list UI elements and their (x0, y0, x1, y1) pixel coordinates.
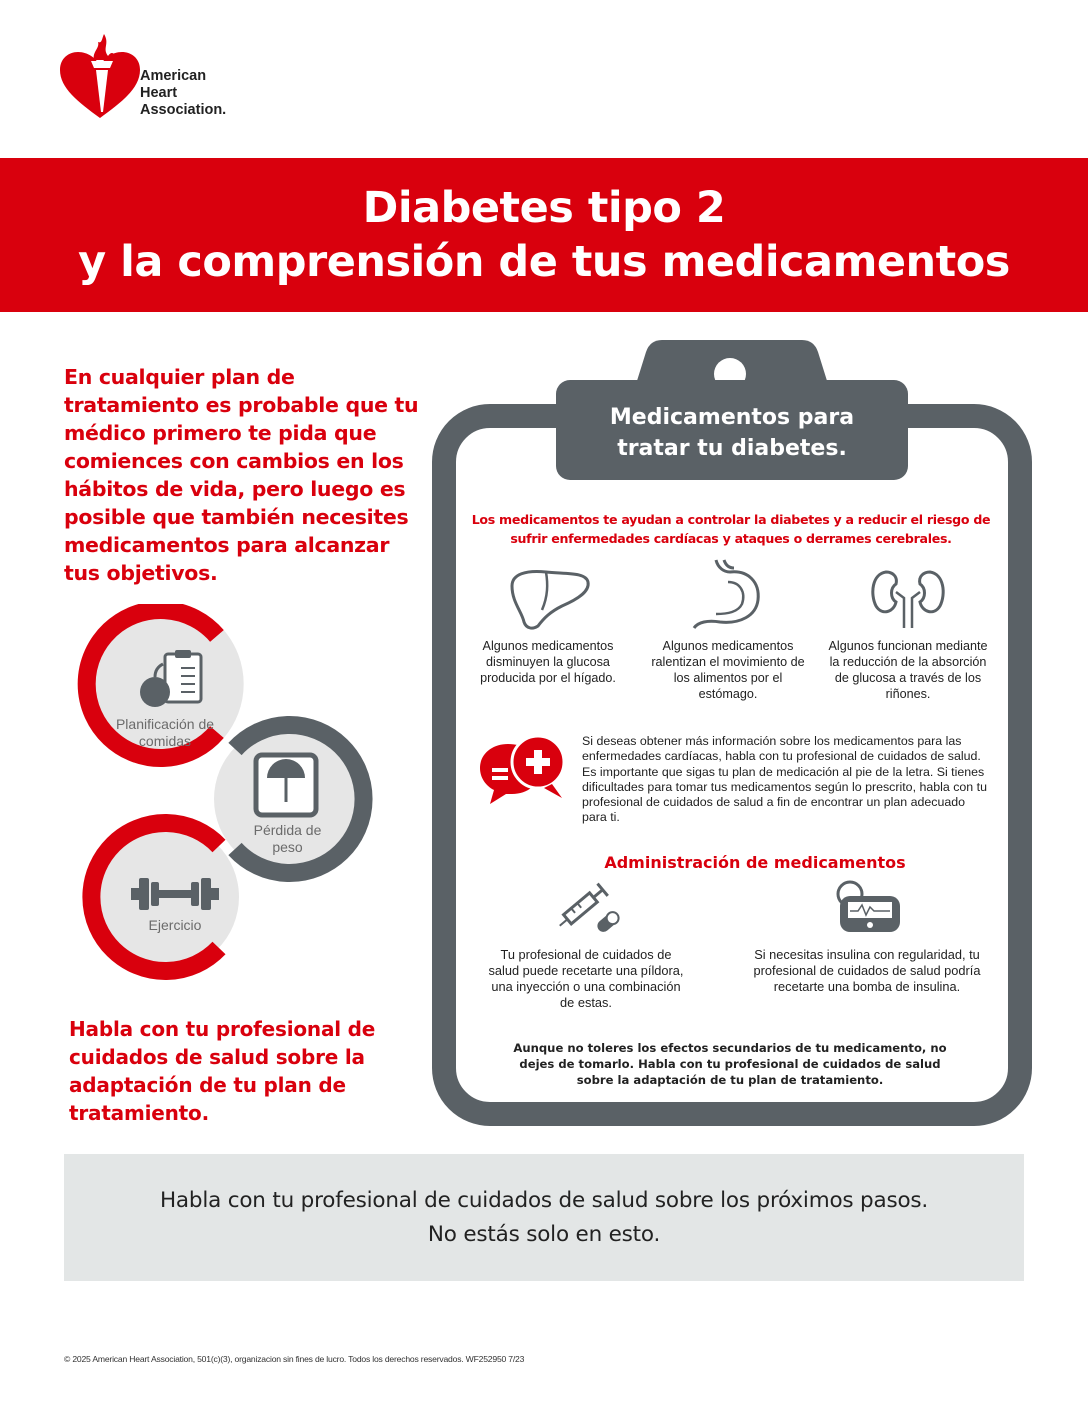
clipboard-title-line2: tratar tu diabetes. (617, 436, 847, 461)
liver-icon (506, 566, 592, 632)
stomach-icon (690, 558, 766, 630)
next-steps-line1: Habla con tu profesional de cuidados de salud sobre los próximos pasos. (159, 1187, 929, 1213)
stomach-text: Algunos medicamentos ralentizan el movimiento de los alimentos por el estómago. (651, 639, 805, 701)
insulin-pump-text: Si necesitas insulina con regularidad, tu profesional de cuidados de salud podría recetarte una bomba de insulina. (753, 947, 981, 994)
pill-injection-text: Tu profesional de cuidados de salud puede recetarte una píldora, una inyección o una combinación de estas. (488, 947, 684, 1010)
scale-icon (253, 752, 319, 818)
meal-planning-label: Planificación de comidas (115, 716, 215, 749)
side-effects-note: Aunque no toleres los efectos secundarios de tu medicamento, no dejes de tomarlo. Habla con tu profesional de cuidados de salud sobre la adaptación de tu plan de tratamiento. (513, 1041, 947, 1087)
page-title-line1: Diabetes tipo 2 (362, 183, 726, 233)
copyright-footer: © 2025 American Heart Association, 501(c)(3), organizacion sin fines de lucro. Todos los derechos reservados. WF252950 7/23 (64, 1354, 525, 1364)
intro-text: En cualquier plan de tratamiento es probable que tu médico primero te pida que comiences con cambios en los hábitos de vida, pero luego es posible que también necesites medicamentos para alcanzar tus objetivos. (64, 365, 419, 585)
clipboard-title-line1: Medicamentos para (609, 405, 855, 430)
lifestyle-circles-graphic (75, 604, 395, 994)
dumbbell-icon (131, 876, 219, 912)
talk-to-provider-text: Habla con tu profesional de cuidados de salud sobre la adaptación de tu plan de tratamiento. (69, 1017, 376, 1125)
chat-plus-icon (478, 734, 568, 806)
next-steps-line2: No estás solo en esto. (427, 1221, 661, 1247)
medications-intro: Los medicamentos te ayudan a controlar la diabetes y a reducir el riesgo de sufrir enfermedades cardíacas y ataques o derrames cerebrales. (471, 512, 991, 546)
next-steps-box (64, 1154, 1024, 1281)
liver-text: Algunos medicamentos disminuyen la glucosa producida por el hígado. (480, 639, 616, 685)
title-banner (0, 158, 1088, 312)
more-info-text: Si deseas obtener más información sobre los medicamentos para las enfermedades cardíacas, habla con tu profesional de cuidados de salud. Es importante que sigas tu plan de medicación al pie de la letra. Si tienes dificultades para tomar tus medicamentos según lo prescrito, habla con tu profesional de cuidados de salud a fin de encontrar un plan adecuado para ti. (582, 734, 987, 825)
weight-loss-label: Pérdida de peso (253, 822, 322, 855)
kidneys-text: Algunos funcionan mediante la reducción de la absorción de glucosa a través de los riñones. (828, 639, 988, 701)
aha-logo-text: American Heart Association. (140, 68, 227, 118)
apple-clipboard-icon (137, 648, 205, 712)
kidneys-icon (870, 568, 946, 630)
page-title-line2: y la comprensión de tus medicamentos (78, 237, 1010, 287)
syringe-pill-icon (554, 880, 624, 936)
admin-heading: Administración de medicamentos (604, 853, 906, 872)
lifestyle-circles (75, 604, 395, 994)
exercise-label: Ejercicio (148, 917, 202, 933)
clipboard-title (556, 402, 908, 464)
insulin-pump-icon (832, 880, 902, 936)
